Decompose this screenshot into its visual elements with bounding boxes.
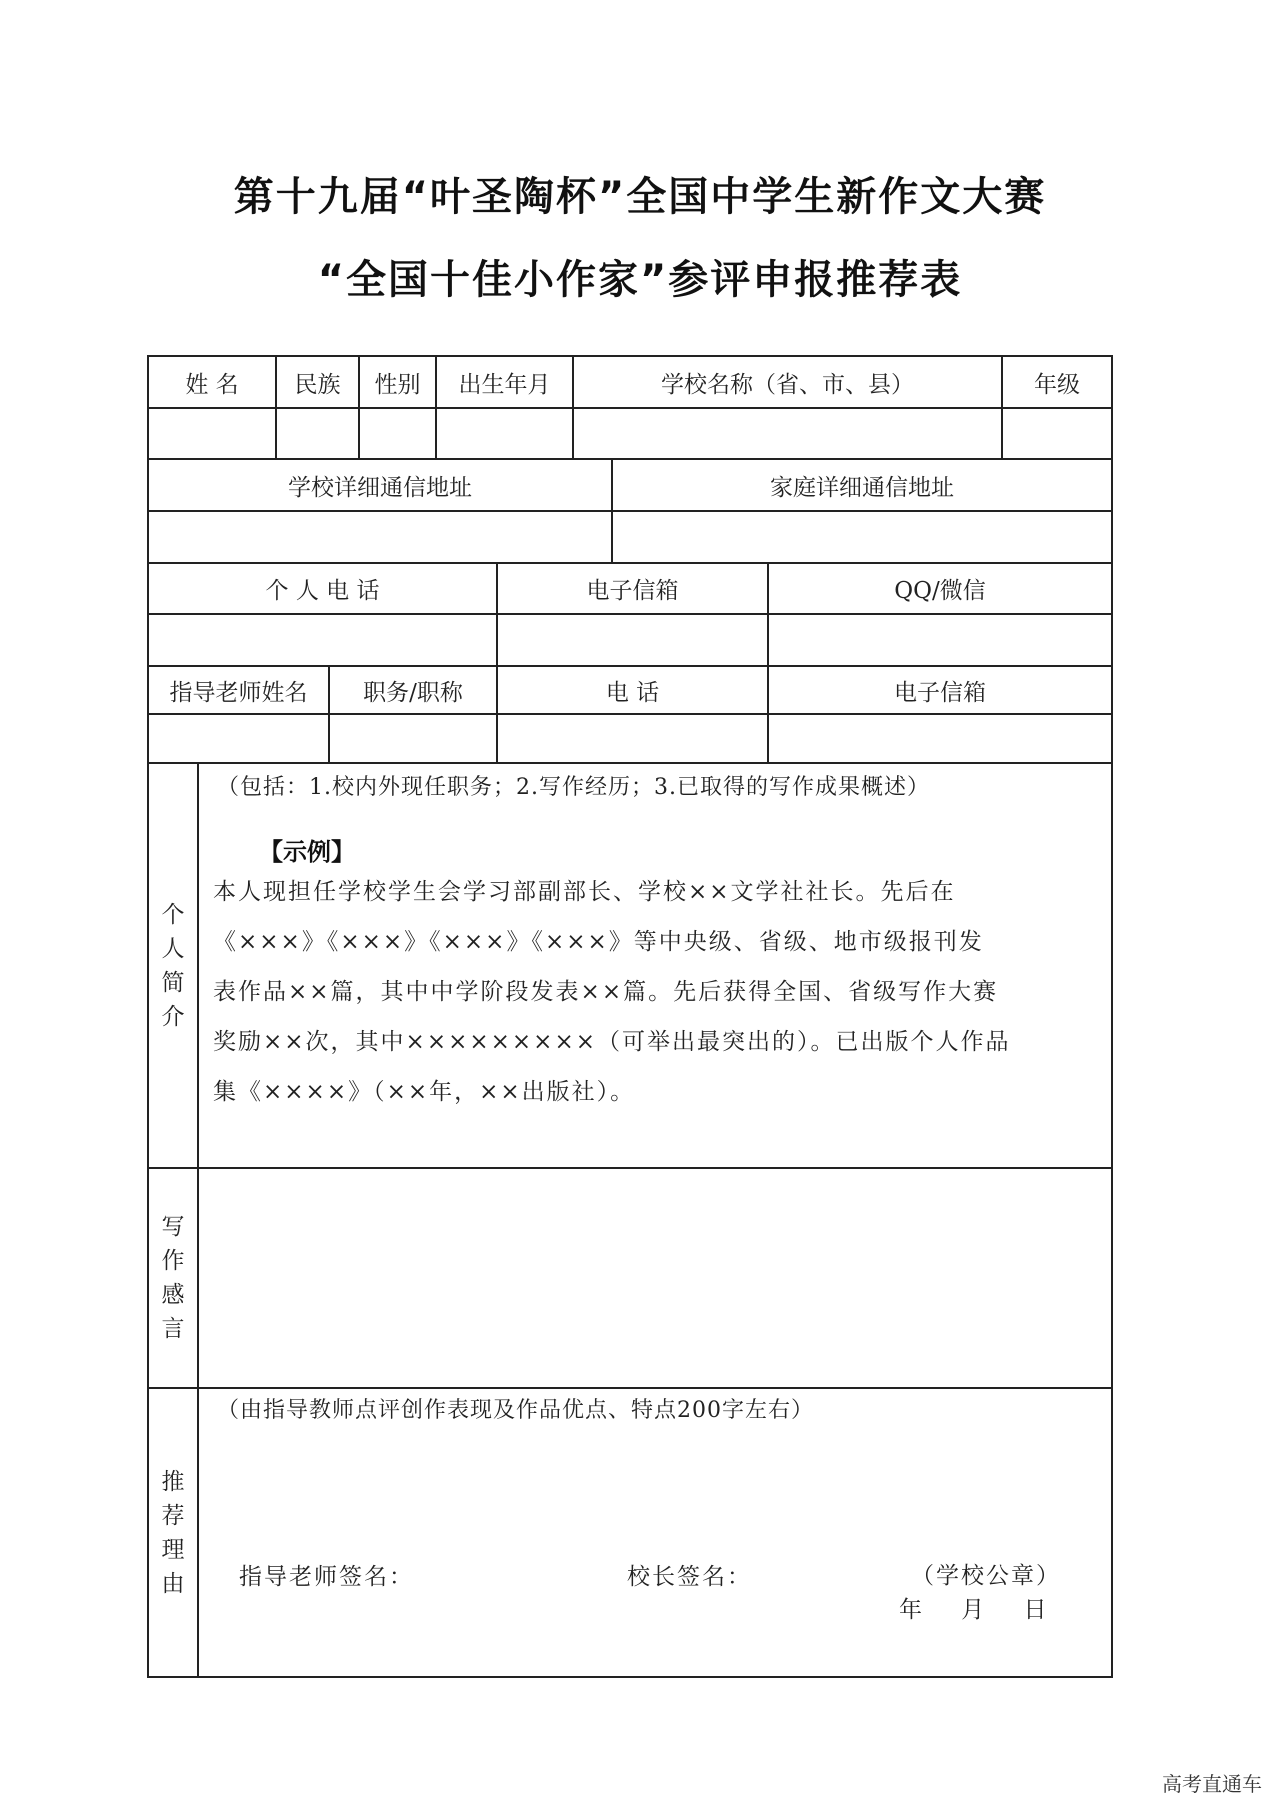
header-name: 姓 名 xyxy=(185,371,239,398)
header-school-address: 学校详细通信地址 xyxy=(288,474,472,501)
header-birth-date: 出生年月 xyxy=(458,371,551,398)
recommend-content[interactable] xyxy=(199,1389,1111,1676)
header-personal-phone: 个 人 电 话 xyxy=(265,578,380,604)
form-title-line1: 第十九届“叶圣陶杯”全国中学生新作文大赛 xyxy=(233,174,1047,220)
input-teacher-title[interactable] xyxy=(330,715,496,762)
header-email: 电子信箱 xyxy=(586,578,679,604)
profile-hint: （包括：1.校内外现任职务；2.写作经历；3.已取得的写作成果概述） xyxy=(217,775,930,800)
header-teacher-title: 职务/职称 xyxy=(363,679,463,706)
input-teacher-email[interactable] xyxy=(769,715,1111,762)
profile-content[interactable] xyxy=(199,764,1111,1167)
input-grade[interactable] xyxy=(1003,409,1111,458)
school-seal-label: （学校公章） xyxy=(911,1563,1061,1589)
table-border-right xyxy=(1111,355,1113,1678)
header-home-address: 家庭详细通信地址 xyxy=(770,474,954,501)
input-school-address[interactable] xyxy=(149,512,611,562)
writing-label: 写 作 感 言 xyxy=(161,1214,185,1342)
header-teacher-phone: 电 话 xyxy=(605,679,660,706)
input-teacher-phone[interactable] xyxy=(498,715,767,762)
example-title: 【示例】 xyxy=(259,838,355,866)
header-ethnicity: 民族 xyxy=(294,371,341,398)
principal-signature-label: 校长签名： xyxy=(627,1564,752,1590)
writing-content[interactable] xyxy=(199,1169,1111,1387)
input-name[interactable] xyxy=(149,409,275,458)
header-teacher-email: 电子信箱 xyxy=(894,679,986,706)
header-grade: 年级 xyxy=(1034,371,1080,398)
watermark: 高考直通车 xyxy=(1162,1772,1262,1796)
input-qq-wechat[interactable] xyxy=(769,615,1111,665)
input-teacher-name[interactable] xyxy=(149,715,328,762)
form-title-line2: “全国十佳小作家”参评申报推荐表 xyxy=(317,257,963,303)
example-paragraph: 本人现担任学校学生会学习部副部长、学校××文学社社长。先后在 《×××》《×××》《×××》《×××》等中央级、省级、地市级报刊发 表作品××篇，其中中学阶段发表××篇。先后获得全国、省级写作大赛 奖励××次，其中×××××××××（可举出最突出的）。已出版个人作品 集《××××》（××年，××出版社）。 xyxy=(213,879,1011,1105)
teacher-signature-label: 指导老师签名： xyxy=(239,1564,414,1590)
input-ethnicity[interactable] xyxy=(277,409,358,458)
date-label: 年 月 日 xyxy=(899,1597,1049,1623)
profile-label: 个 人 简 介 xyxy=(161,901,185,1030)
input-personal-phone[interactable] xyxy=(149,615,496,665)
table-border-bottom xyxy=(147,1676,1113,1678)
header-qq-wechat: QQ/微信 xyxy=(894,578,986,604)
input-birth-date[interactable] xyxy=(437,409,572,458)
recommend-label: 推 荐 理 由 xyxy=(161,1468,185,1597)
header-school-name: 学校名称（省、市、县） xyxy=(661,371,914,398)
input-email[interactable] xyxy=(498,615,767,665)
header-gender: 性别 xyxy=(374,371,421,398)
header-teacher-name: 指导老师姓名 xyxy=(169,679,308,706)
recommend-hint: （由指导教师点评创作表现及作品优点、特点200字左右） xyxy=(217,1398,814,1423)
input-gender[interactable] xyxy=(360,409,435,458)
input-home-address[interactable] xyxy=(613,512,1111,562)
input-school-name[interactable] xyxy=(574,409,1001,458)
